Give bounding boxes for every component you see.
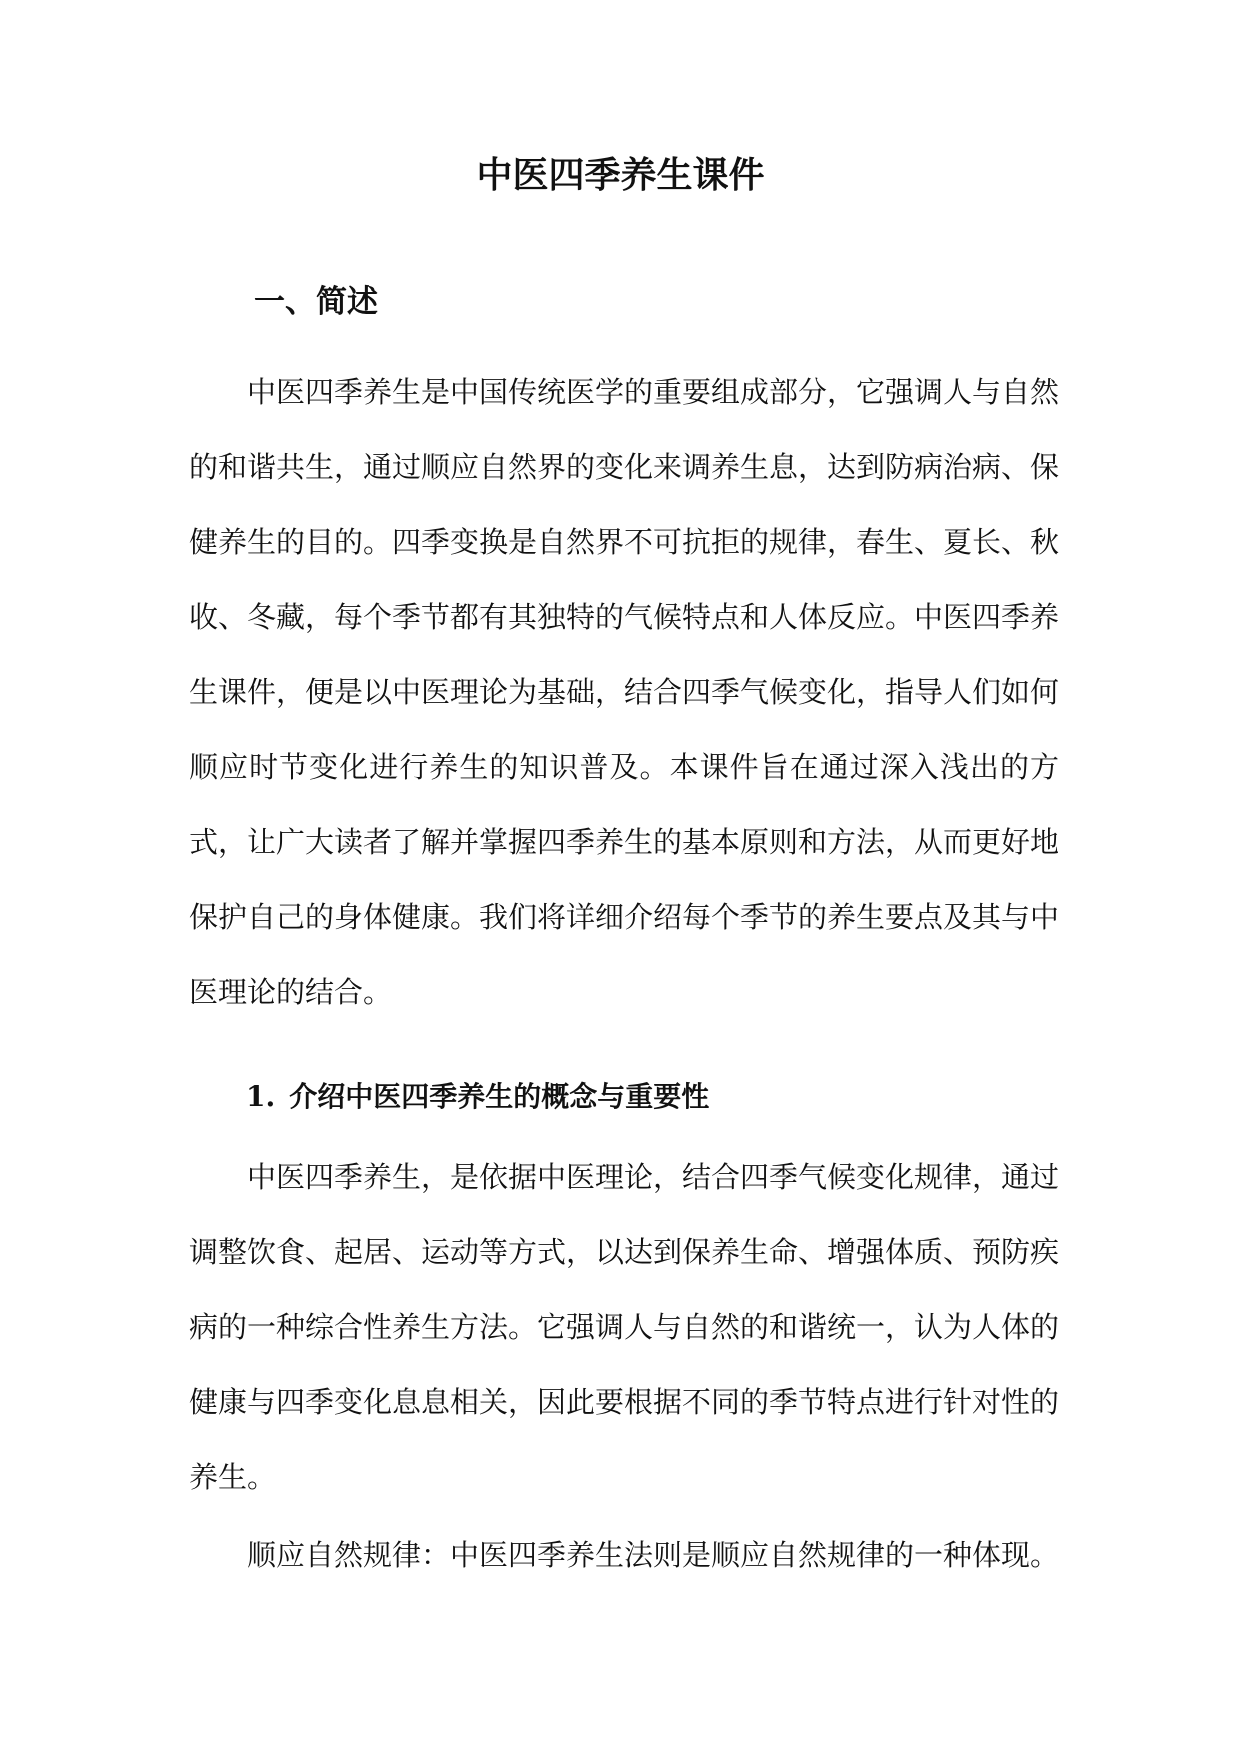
document-title: 中医四季养生课件 [476, 154, 765, 196]
section-heading-overview: 一、简述 [254, 284, 378, 320]
nature-law-paragraph: 顺应自然规律：中医四季养生法则是顺应自然规律的一种体现。 [247, 1538, 1060, 1572]
intro-paragraph: 中医四季养生是中国传统医学的重要组成部分，它强调人与自然的和谐共生，通过顺应自然界的变化来调养生息，达到防病治病、保健养生的目的。四季变换是自然界不可抗拒的规律，春生、夏长、秋收、冬藏，每个季节都有其独特的气候特点和人体反应。中医四季养生课件，便是以中医理论为基础，结合四季气候变化，指导人们如何顺应时节变化进行养生的知识普及。本课件旨在通过深入浅出的方式，让广大读者了解并掌握四季养生的基本原则和方法，从而更好地保护自己的身体健康。我们将详细介绍每个季节的养生要点及其与中医理论的结合。 [189, 375, 1060, 1009]
subsection-title: 介绍中医四季养生的概念与重要性 [289, 1080, 710, 1113]
concept-paragraph: 中医四季养生，是依据中医理论，结合四季气候变化规律，通过调整饮食、起居、运动等方式，以达到保养生命、增强体质、预防疾病的一种综合性养生方法。它强调人与自然的和谐统一，认为人体的健康与四季变化息息相关，因此要根据不同的季节特点进行针对性的养生。 [189, 1160, 1060, 1494]
subsection-heading [246, 1075, 709, 1119]
subsection-number: 1. [246, 1080, 276, 1113]
